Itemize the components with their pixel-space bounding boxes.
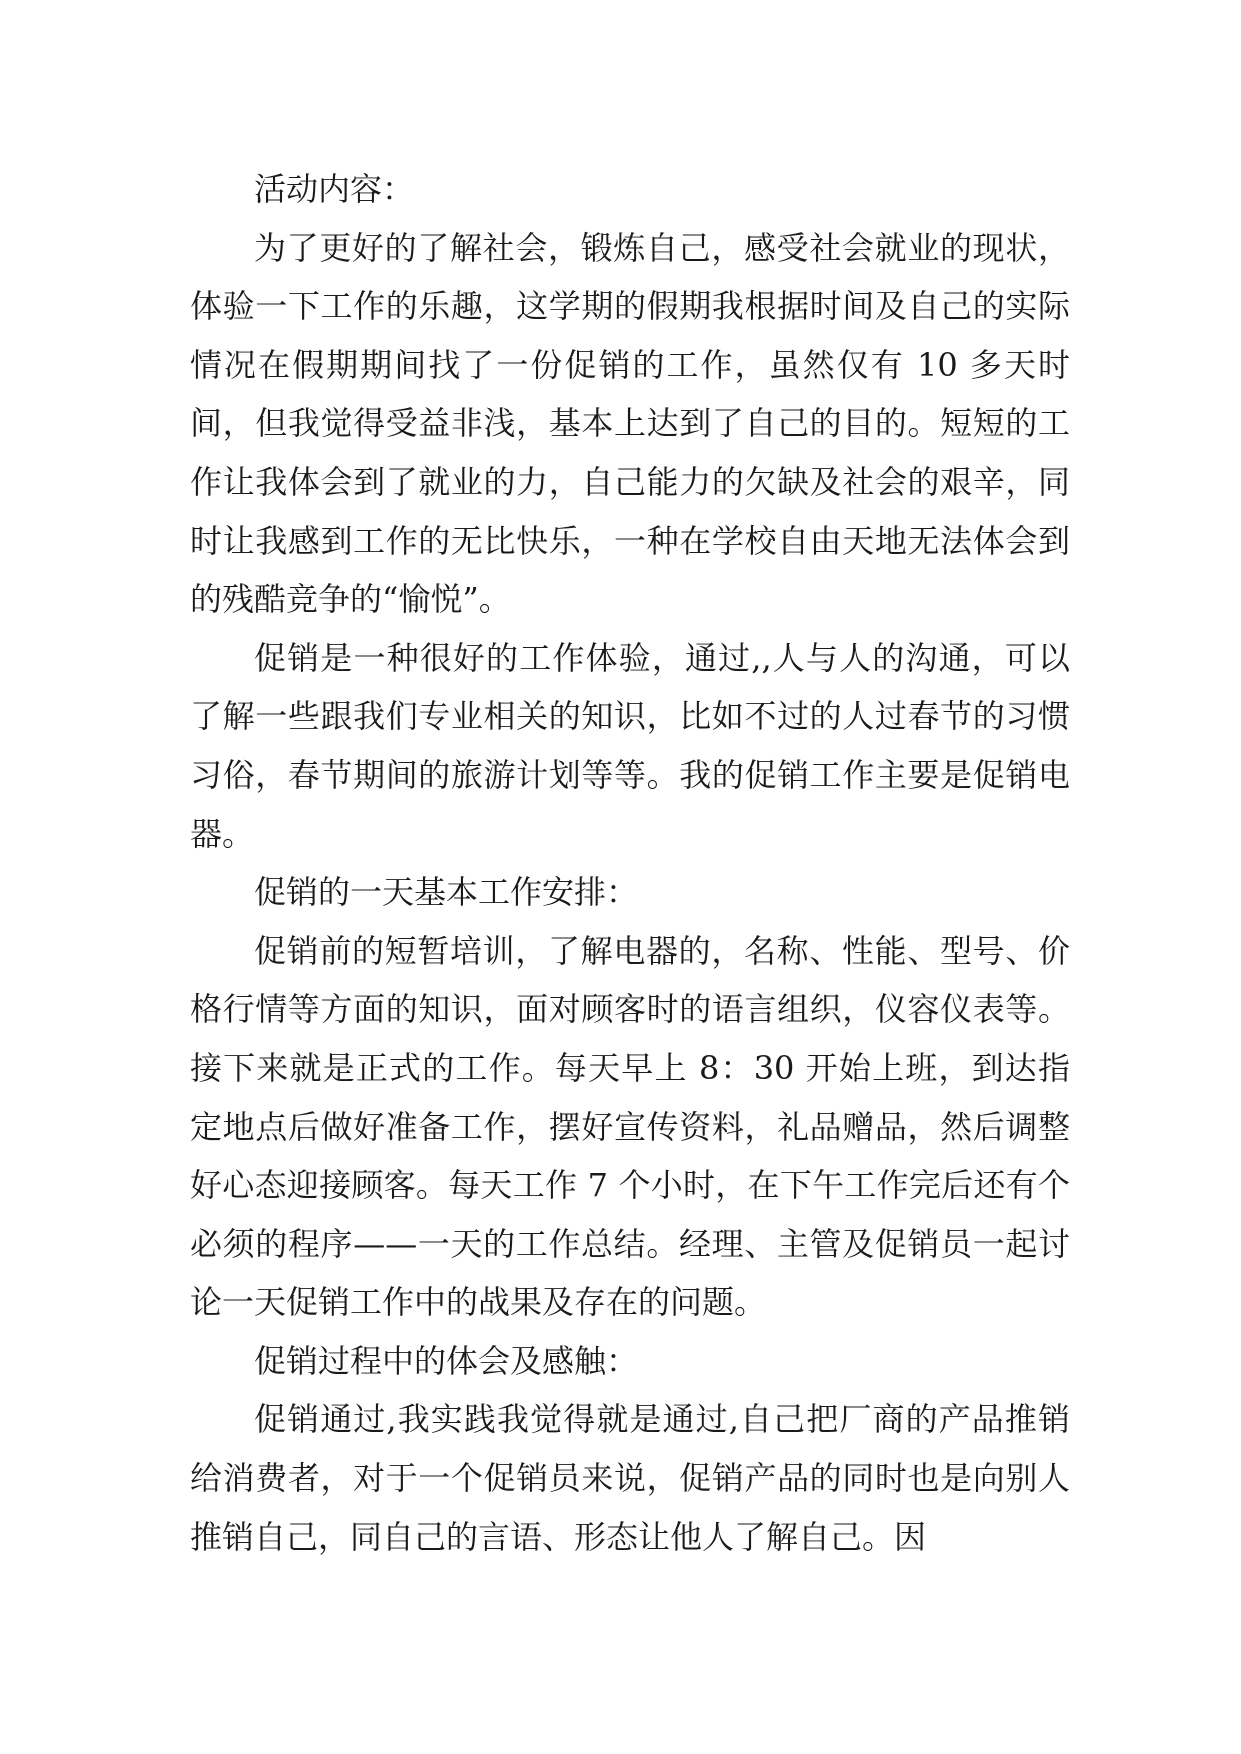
section-heading-reflections: 促销过程中的体会及感触： (254, 1341, 639, 1380)
paragraph-reflections: 促销通过,我实践我觉得就是通过,自己把厂商的产品推销给消费者，对于一个促销员来说，促销产品的同时也是向别人推销自己，同自己的言语、形态让他人了解自己。因 (190, 1400, 1070, 1556)
paragraph-purpose: 为了更好的了解社会，锻炼自己，感受社会就业的现状，体验一下工作的乐趣，这学期的假期我根据时间及自己的实际情况在假期期间找了一份促销的工作，虽然仅有 10 多天时间，但我觉得受益非浅，基本上达到了自己的目的。短短的工作让我体会到了就业的力，自己能力的欠缺及社会的艰辛，同时让我感到工作的无比快乐，一种在学校自由天地无法体会到的残酷竞争的“愉悦”。 (190, 228, 1070, 619)
paragraph-daily-schedule: 促销前的短暂培训，了解电器的，名称、性能、型号、价格行情等方面的知识，面对顾客时的语言组织，仪容仪表等。接下来就是正式的工作。每天早上 8：30 开始上班，到达指定地点后做好准备工作，摆好宣传资料，礼品赠品，然后调整好心态迎接顾客。每天工作 7 个小时，在下午工作完后还有个必须的程序——一天的工作总结。经理、主管及促销员一起讨论一天促销工作中的战果及存在的问题。 (190, 931, 1070, 1322)
section-heading-activity-content: 活动内容： (254, 170, 415, 208)
paragraph-promotion-experience: 促销是一种很好的工作体验，通过,,人与人的沟通，可以了解一些跟我们专业相关的知识，比如不过的人过春节的习惯习俗，春节期间的旅游计划等等。我的促销工作主要是促销电器。 (190, 638, 1070, 853)
section-heading-daily-schedule: 促销的一天基本工作安排： (254, 873, 639, 912)
document-body (190, 160, 1070, 1566)
